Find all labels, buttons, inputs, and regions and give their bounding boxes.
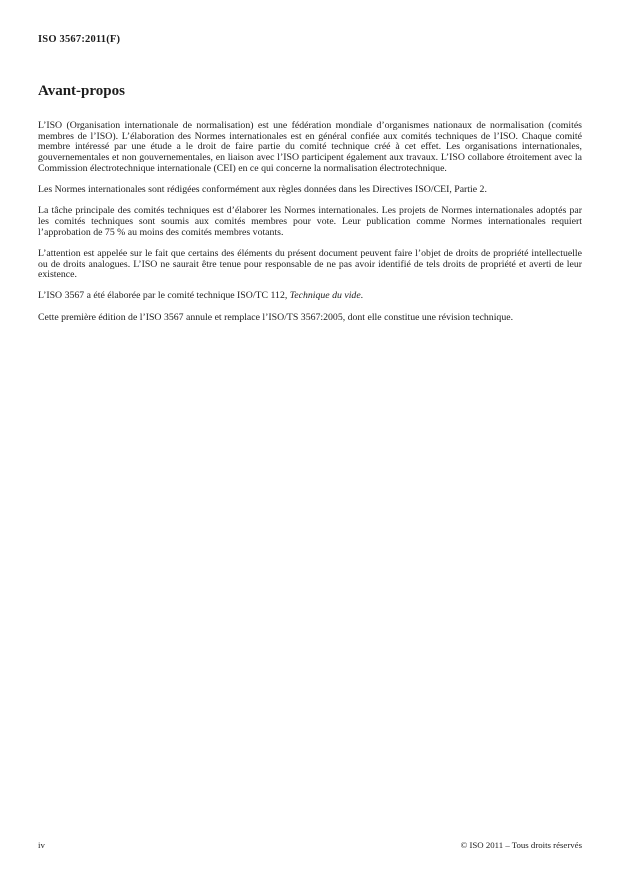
page-footer — [38, 840, 582, 850]
copyright-notice: © ISO 2011 – Tous droits réservés — [460, 840, 582, 850]
paragraph-directives: Les Normes internationales sont rédigées conformément aux règles données dans les Directives ISO/CEI, Partie 2. — [38, 184, 487, 196]
paragraph-technical-committee — [38, 291, 582, 302]
committee-text-after: . — [360, 290, 364, 302]
page-number: iv — [38, 840, 45, 850]
foreword-title: Avant-propos — [38, 83, 125, 99]
paragraph-committees-task: La tâche principale des comités techniques est d’élaborer les Normes internationales. Les projets de Normes internationales adoptés par les comités techniques sont soumis aux comités membres pour vote. Leur publication comme Normes internationales requiert l’approbation de 75 % au moins des comités membres votants. — [38, 205, 582, 238]
foreword-body — [38, 121, 582, 323]
paragraph-iso-federation: L’ISO (Organisation internationale de normalisation) est une fédération mondiale d’organismes nationaux de normalisation (comités membres de l’ISO). L’élaboration des Normes internationales est en général confiée aux comités techniques de l’ISO. Chaque comité membre intéressé par une étude a le droit de faire partie du comité technique créé à cet effet. Les organisations internationales, gouvernementales et non gouvernementales, en liaison avec l’ISO participent également aux travaux. L’ISO collabore étroitement avec la Commission électrotechnique internationale (CEI) en ce qui concerne la normalisation électrotechnique. — [38, 120, 582, 174]
document-reference: ISO 3567:2011(F) — [38, 34, 121, 45]
committee-name-italic: Technique du vide — [289, 290, 361, 302]
paragraph-patent-notice: L’attention est appelée sur le fait que certains des éléments du présent document peuvent faire l’objet de droits de propriété intellectuelle ou de droits analogues. L’ISO ne saurait être tenue pour responsable de ne pas avoir identifié de tels droits de propriété et averti de leur existence. — [38, 247, 582, 281]
committee-text-before: L’ISO 3567 a été élaborée par le comité technique ISO/TC 112, — [38, 290, 290, 302]
paragraph-edition: Cette première édition de l’ISO 3567 annule et remplace l’ISO/TS 3567:2005, dont elle constitue une révision technique. — [38, 311, 514, 323]
